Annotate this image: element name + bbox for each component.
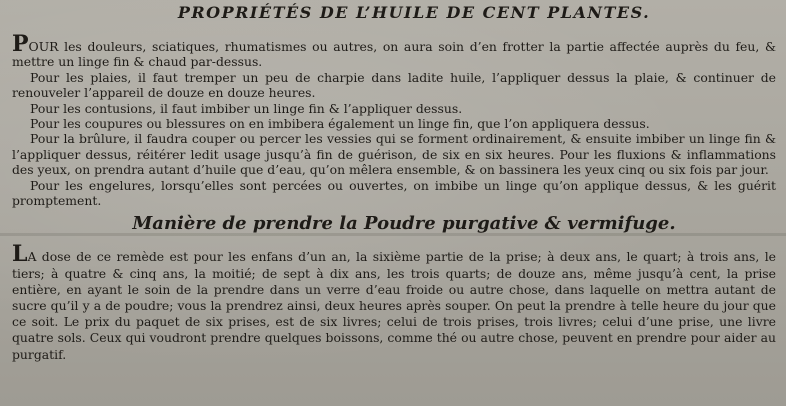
paper-fold — [0, 233, 786, 236]
drop-cap: L — [12, 241, 28, 268]
document-title: PROPRIÉTÉS DE L’HUILE DE CENT PLANTES. — [177, 3, 651, 22]
paragraph-coupures: Pour les coupures ou blessures on en imbibera également un linge fin, que l’on appliquera dessus. — [30, 116, 650, 132]
section-properties — [12, 31, 776, 209]
paragraph-text: A dose de ce remède est pour les enfans d’un an, la sixième partie de la prise; à deux ans, le quart; à trois ans, le tiers; à quatre & cinq ans, la moitié; de sept à dix ans, les trois quarts; de douze ans, même jusqu’à cent, la prise entière, en ayant le soin de la prendre dans un verre d’eau froide ou autre chose, dans laquelle on mettra autant de sucre qu’il y a de poudre; vous la prendrez ainsi, deux heures après souper. On peut la prendre à telle heure du jour que ce soit. Le prix du paquet de six prises, est de six livres; celui de trois prises, trois livres; celui d’une prise, une livre quatre sols. Ceux qui voudront prendre quelques boissons, comme thé ou autre chose, peuvent en prendre pour aider au purgatif. — [12, 249, 776, 362]
section-dosage — [12, 241, 776, 362]
paragraph-douleurs — [12, 31, 776, 70]
paragraph-brulure: Pour la brûlure, il faudra couper ou percer les vessies qui se forment ordinairement, & ensuite imbiber un linge fin & l’appliquer dessus, réitérer ledit usage jusqu’à fin de guérison, de six en six heures. Pour les fluxions & inflammations des yeux, on prendra autant d’huile que d’eau, qu’on mêlera ensemble, & on bassinera les yeux cinq ou six fois par jour. — [12, 131, 776, 178]
paragraph-dosage — [12, 241, 776, 362]
section-subtitle: Manière de prendre la Poudre purgative & vermifuge. — [132, 213, 676, 235]
paragraph-engelures: Pour les engelures, lorsqu’elles sont percées ou ouvertes, on imbibe un linge qu’on applique dessus, & les guérit promptement. — [12, 177, 776, 209]
paragraph-text: OUR les douleurs, sciatiques, rhumatismes ou autres, on aura soin d’en frotter la partie affectée auprès du feu, & mettre un linge fin & chaud par-dessus. — [12, 39, 776, 70]
paragraph-contusions: Pour les contusions, il faut imbiber un linge fin & l’appliquer dessus. — [30, 100, 463, 116]
paragraph-plaies: Pour les plaies, il faut tremper un peu de charpie dans ladite huile, l’appliquer dessus la plaie, & continuer de renouveler l’appareil de douze en douze heures. — [12, 69, 776, 101]
drop-cap: P — [12, 31, 29, 57]
